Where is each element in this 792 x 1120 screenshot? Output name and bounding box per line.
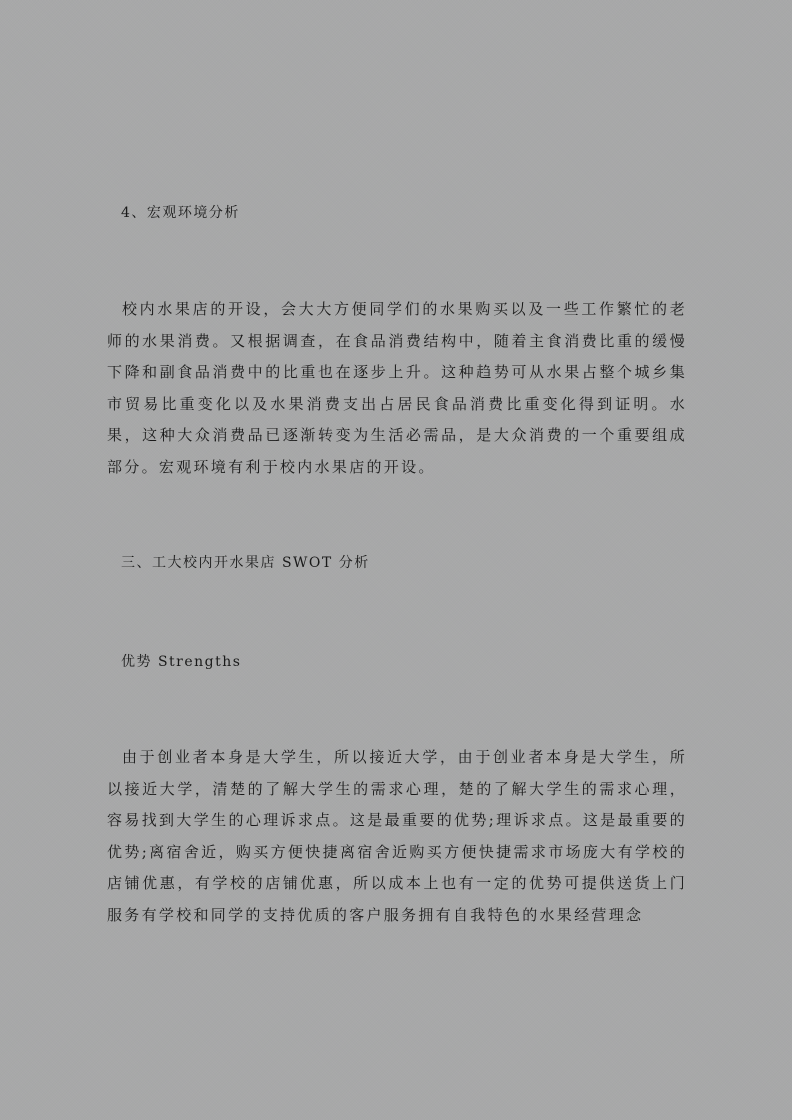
section-heading-swot-analysis: 三、工大校内开水果店 SWOT 分析 (121, 555, 370, 571)
paragraph-macro-environment: 校内水果店的开设，会大大方便同学们的水果购买以及一些工作繁忙的老师的水果消费。又根据调查，在食品消费结构中，随着主食消费比重的缓慢下降和副食品消费中的比重也在逐步上升。这种趋势可从水果占整个城乡集市贸易比重变化以及水果消费支出占居民食品消费比重变化得到证明。水果，这种大众消费品已逐渐转变为生活必需品，是大众消费的一个重要组成部分。宏观环境有利于校内水果店的开设。 (107, 300, 687, 476)
section-heading-macro-environment: 4、宏观环境分析 (121, 205, 240, 221)
section-heading-strengths: 优势 Strengths (121, 654, 242, 670)
paragraph-strengths: 由于创业者本身是大学生，所以接近大学，由于创业者本身是大学生，所以接近大学，清楚的了解大学生的需求心理，楚的了解大学生的需求心理，容易找到大学生的心理诉求点。这是最重要的优势;理诉求点。这是最重要的优势;离宿舍近，购买方便快捷离宿舍近购买方便快捷需求市场庞大有学校的店铺优惠，有学校的店铺优惠，所以成本上也有一定的优势可提供送货上门服务有学校和同学的支持优质的客户服务拥有自我特色的水果经营理念 (107, 748, 687, 924)
